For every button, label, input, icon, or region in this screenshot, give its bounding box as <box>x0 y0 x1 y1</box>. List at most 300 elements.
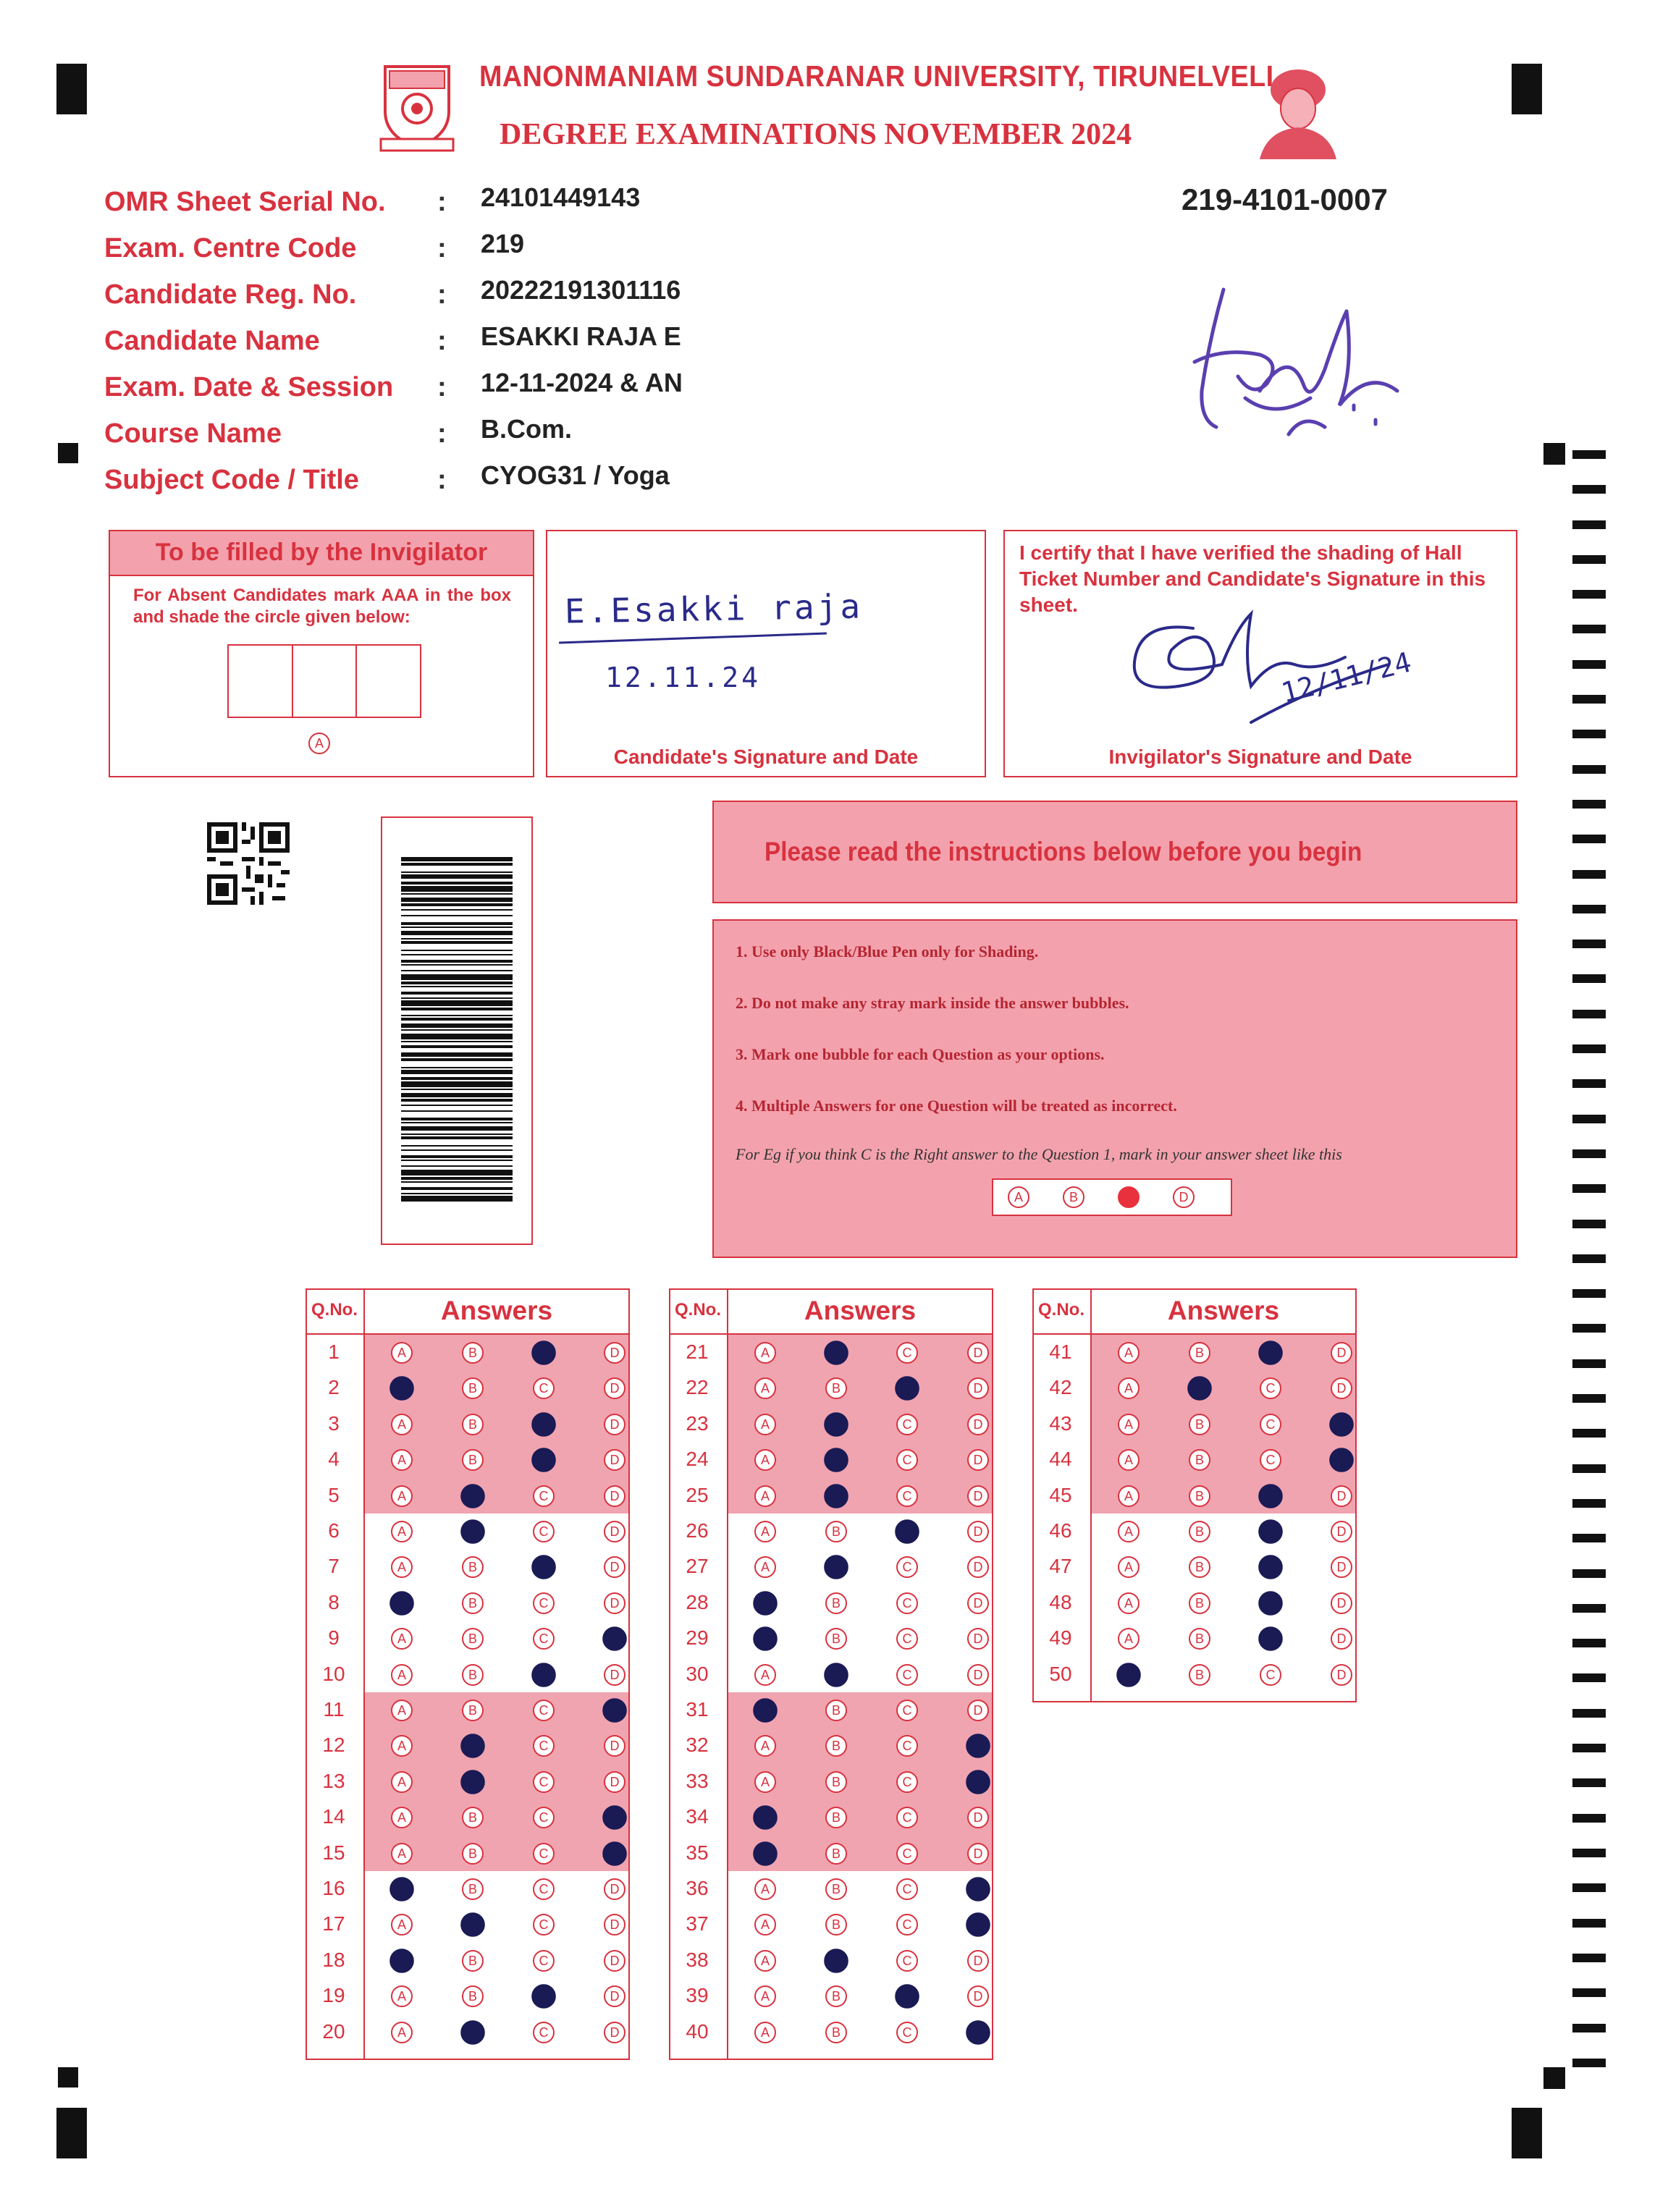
answer-bubble-q46-a[interactable]: A <box>1118 1521 1140 1542</box>
answer-bubble-q24-b[interactable] <box>824 1448 848 1472</box>
answer-bubble-q39-c[interactable] <box>895 1984 919 2009</box>
answer-bubble-q36-a[interactable]: A <box>754 1878 776 1900</box>
question-number: 47 <box>1049 1555 1072 1578</box>
timing-mark <box>1572 1499 1606 1508</box>
answer-bubble-q49-a[interactable]: A <box>1118 1628 1140 1650</box>
answer-bubble-q5-b[interactable] <box>460 1484 485 1508</box>
barcode-bar <box>401 1187 513 1190</box>
barcode-bar <box>401 931 513 935</box>
timing-mark <box>1572 1849 1606 1857</box>
timing-mark <box>1572 1534 1606 1542</box>
answer-bubble-q34-a[interactable] <box>753 1805 778 1830</box>
answer-bubble-q44-a[interactable]: A <box>1118 1449 1140 1471</box>
answer-bubble-q34-c[interactable]: C <box>896 1807 918 1828</box>
timing-mark <box>1572 905 1606 913</box>
answer-bubble-q48-d[interactable]: D <box>1331 1592 1352 1614</box>
answer-bubble-q3-d[interactable]: D <box>604 1414 626 1435</box>
answer-bubble-q29-d[interactable]: D <box>967 1628 989 1650</box>
timing-mark <box>1572 1464 1606 1473</box>
answer-bubble-q30-a[interactable]: A <box>754 1664 776 1686</box>
answer-bubble-q32-b[interactable]: B <box>825 1735 847 1757</box>
answer-bubble-q8-c[interactable]: C <box>533 1592 555 1614</box>
answer-bubble-q14-c[interactable]: C <box>533 1807 555 1828</box>
answer-bubble-q11-a[interactable]: A <box>391 1700 413 1721</box>
answer-bubble-q7-d[interactable]: D <box>604 1556 626 1578</box>
answer-bubble-q15-b[interactable]: B <box>462 1843 484 1865</box>
answer-bubble-q22-b[interactable]: B <box>825 1377 847 1399</box>
answer-bubble-q29-b[interactable]: B <box>825 1628 847 1650</box>
answer-bubble-q12-c[interactable]: C <box>533 1735 555 1757</box>
answer-bubble-q26-d[interactable]: D <box>967 1521 989 1542</box>
timing-mark <box>1572 520 1606 529</box>
absent-bubble[interactable]: A <box>308 733 330 754</box>
answer-bubble-q3-a[interactable]: A <box>391 1414 413 1435</box>
detail-colon: : <box>437 418 447 449</box>
answer-bubble-q6-c[interactable]: C <box>533 1521 555 1542</box>
answer-bubble-q43-b[interactable]: B <box>1189 1414 1210 1435</box>
qno-header: Q.No. <box>311 1300 358 1320</box>
answers-header: Answers <box>440 1296 553 1325</box>
answer-bubble-q14-d[interactable] <box>602 1805 627 1830</box>
answer-bubble-q9-b[interactable]: B <box>462 1628 484 1650</box>
answer-bubble-q5-d[interactable]: D <box>604 1485 626 1507</box>
question-number: 18 <box>322 1948 345 1971</box>
answer-bubble-q19-c[interactable] <box>531 1984 556 2009</box>
answer-bubble-q13-d[interactable]: D <box>604 1771 626 1793</box>
answer-bubble-q2-d[interactable]: D <box>604 1377 626 1399</box>
answer-bubble-q50-d[interactable]: D <box>1331 1664 1352 1686</box>
barcode-bar <box>401 992 513 995</box>
answer-bubble-q6-b[interactable] <box>460 1519 485 1544</box>
answer-bubble-q18-b[interactable]: B <box>462 1950 484 1972</box>
answer-bubble-q23-b[interactable] <box>824 1412 848 1437</box>
answer-bubble-q29-c[interactable]: C <box>896 1628 918 1650</box>
answer-bubble-q27-c[interactable]: C <box>896 1556 918 1578</box>
answer-bubble-q10-b[interactable]: B <box>462 1664 484 1686</box>
answer-bubble-q20-b[interactable] <box>460 2020 485 2045</box>
answer-bubble-q33-b[interactable]: B <box>825 1771 847 1793</box>
answer-bubble-q6-a[interactable]: A <box>391 1521 413 1542</box>
answer-bubble-q45-d[interactable]: D <box>1331 1485 1352 1507</box>
barcode-bar <box>401 1118 513 1120</box>
timing-mark <box>1572 1778 1606 1787</box>
registration-mark-right-bottom <box>1543 2067 1565 2089</box>
answer-bubble-q31-d[interactable]: D <box>967 1700 989 1721</box>
detail-colon: : <box>437 326 447 356</box>
answer-bubble-q13-c[interactable]: C <box>533 1771 555 1793</box>
answer-bubble-q36-d[interactable] <box>966 1877 990 1901</box>
answer-bubble-q41-b[interactable]: B <box>1189 1342 1210 1364</box>
answer-bubble-q5-c[interactable]: C <box>533 1485 555 1507</box>
question-number: 50 <box>1049 1662 1072 1685</box>
answer-bubble-q47-a[interactable]: A <box>1118 1556 1140 1578</box>
answer-bubble-q38-b[interactable] <box>824 1949 848 1973</box>
qno-header: Q.No. <box>675 1300 721 1320</box>
answer-bubble-q4-c[interactable] <box>531 1448 556 1472</box>
answer-bubble-q41-d[interactable]: D <box>1331 1342 1352 1364</box>
answer-bubble-q27-d[interactable]: D <box>967 1556 989 1578</box>
answer-bubble-q38-d[interactable]: D <box>967 1950 989 1972</box>
example-bubble-a: A <box>1008 1186 1029 1208</box>
answer-bubble-q21-a[interactable]: A <box>754 1342 776 1364</box>
question-number: 45 <box>1049 1483 1072 1506</box>
answer-bubble-q42-c[interactable]: C <box>1260 1377 1281 1399</box>
answer-bubble-q16-d[interactable]: D <box>604 1878 626 1900</box>
answer-bubble-q28-b[interactable]: B <box>825 1592 847 1614</box>
answer-bubble-q48-c[interactable] <box>1258 1591 1283 1616</box>
answer-bubble-q5-a[interactable]: A <box>391 1485 413 1507</box>
answer-bubble-q15-a[interactable]: A <box>391 1843 413 1865</box>
answer-bubble-q31-c[interactable]: C <box>896 1700 918 1721</box>
answer-bubble-q35-a[interactable] <box>753 1841 778 1866</box>
answer-bubble-q44-d[interactable] <box>1329 1448 1354 1472</box>
question-number: 43 <box>1049 1411 1072 1435</box>
barcode-bar <box>401 1110 513 1112</box>
barcode-bar <box>401 1058 513 1061</box>
detail-label: Candidate Reg. No. <box>104 279 357 310</box>
question-number: 19 <box>322 1984 345 2007</box>
answer-bubble-q11-c[interactable]: C <box>533 1700 555 1721</box>
answer-bubble-q47-b[interactable]: B <box>1189 1556 1210 1578</box>
answer-bubble-q9-c[interactable]: C <box>533 1628 555 1650</box>
question-number: 3 <box>328 1411 340 1435</box>
answer-bubble-q35-d[interactable]: D <box>967 1843 989 1865</box>
barcode-bar <box>401 1136 513 1139</box>
answer-bubble-q16-c[interactable]: C <box>533 1878 555 1900</box>
instruction-item-1: 1. Use only Black/Blue Pen only for Shading. <box>736 942 1039 961</box>
barcode-bar <box>401 909 513 911</box>
answer-bubble-q46-b[interactable]: B <box>1189 1521 1210 1542</box>
barcode-bar <box>401 954 513 955</box>
answer-bubble-q44-b[interactable]: B <box>1189 1449 1210 1471</box>
timing-mark <box>1572 1394 1606 1403</box>
question-number: 20 <box>322 2019 345 2043</box>
answer-bubble-q43-a[interactable]: A <box>1118 1414 1140 1435</box>
question-number: 1 <box>328 1341 340 1363</box>
answer-bubble-q22-a[interactable]: A <box>754 1377 776 1399</box>
answer-bubble-q48-a[interactable]: A <box>1118 1592 1140 1614</box>
timing-mark <box>1572 1569 1606 1578</box>
signature-underline <box>559 633 827 644</box>
answer-bubble-q42-d[interactable]: D <box>1331 1377 1352 1399</box>
answer-bubble-q36-b[interactable]: B <box>825 1878 847 1900</box>
answer-bubble-q19-a[interactable]: A <box>391 1985 413 2007</box>
question-number: 27 <box>686 1555 709 1578</box>
answer-bubble-q8-d[interactable]: D <box>604 1592 626 1614</box>
answer-bubble-q44-c[interactable]: C <box>1260 1449 1281 1471</box>
question-number: 23 <box>686 1411 709 1435</box>
barcode-bar <box>401 1196 513 1202</box>
answer-bubble-q40-a[interactable]: A <box>754 2022 776 2043</box>
registration-mark-bottom-left <box>56 2108 87 2158</box>
answer-bubble-q26-c[interactable] <box>895 1519 919 1544</box>
barcode-bar <box>401 1105 513 1106</box>
question-number: 48 <box>1049 1590 1072 1613</box>
timing-mark <box>1572 1115 1606 1123</box>
answer-bubble-q3-b[interactable]: B <box>462 1414 484 1435</box>
answer-bubble-q50-b[interactable]: B <box>1189 1664 1210 1686</box>
answer-bubble-q36-c[interactable]: C <box>896 1878 918 1900</box>
answer-bubble-q10-a[interactable]: A <box>391 1664 413 1686</box>
answer-bubble-q23-c[interactable]: C <box>896 1414 918 1435</box>
answer-bubble-q41-c[interactable] <box>1258 1341 1283 1365</box>
answer-bubble-q18-a[interactable] <box>389 1949 414 1973</box>
answer-bubble-q39-b[interactable]: B <box>825 1985 847 2007</box>
answer-bubble-q15-d[interactable] <box>602 1841 627 1866</box>
answer-bubble-q17-a[interactable]: A <box>391 1914 413 1936</box>
timing-mark <box>1572 1673 1606 1682</box>
answer-bubble-q28-c[interactable]: C <box>896 1592 918 1614</box>
answer-bubble-q4-a[interactable]: A <box>391 1449 413 1471</box>
answer-bubble-q30-b[interactable] <box>824 1663 848 1687</box>
timing-mark <box>1572 1010 1606 1018</box>
answer-bubble-q3-c[interactable] <box>531 1412 556 1437</box>
answer-bubble-q1-b[interactable]: B <box>462 1342 484 1364</box>
instruction-item-2: 2. Do not make any stray mark inside the answer bubbles. <box>736 994 1129 1012</box>
detail-label: Subject Code / Title <box>104 465 359 495</box>
answer-bubble-q25-d[interactable]: D <box>967 1485 989 1507</box>
timing-mark <box>1572 1814 1606 1823</box>
question-number: 5 <box>328 1483 340 1506</box>
answer-bubble-q25-b[interactable] <box>824 1484 848 1508</box>
question-number: 8 <box>328 1590 340 1613</box>
registration-mark-bottom-right <box>1512 2108 1542 2158</box>
barcode-bar <box>401 974 513 980</box>
question-number: 34 <box>686 1805 709 1828</box>
answer-bubble-q12-a[interactable]: A <box>391 1735 413 1757</box>
answer-bubble-q33-d[interactable] <box>966 1770 990 1794</box>
barcode-bar <box>401 1008 513 1010</box>
answer-bubble-q7-a[interactable]: A <box>391 1556 413 1578</box>
answer-bubble-q45-a[interactable]: A <box>1118 1485 1140 1507</box>
answer-bubble-q24-c[interactable]: C <box>896 1449 918 1471</box>
answer-bubble-q31-a[interactable] <box>753 1698 778 1723</box>
answer-bubble-q14-a[interactable]: A <box>391 1807 413 1828</box>
answer-bubble-q38-c[interactable]: C <box>896 1950 918 1972</box>
answer-bubble-q40-b[interactable]: B <box>825 2022 847 2043</box>
barcode-bar <box>401 893 513 895</box>
answer-bubble-q35-c[interactable]: C <box>896 1843 918 1865</box>
answer-bubble-q48-b[interactable]: B <box>1189 1592 1210 1614</box>
barcode-bar <box>401 1034 513 1039</box>
university-logo <box>379 61 455 155</box>
answer-bubble-q27-a[interactable]: A <box>754 1556 776 1578</box>
answer-bubble-q1-d[interactable]: D <box>604 1342 626 1364</box>
timing-mark <box>1572 800 1606 809</box>
answer-bubble-q10-d[interactable]: D <box>604 1664 626 1686</box>
answer-bubble-q32-a[interactable]: A <box>754 1735 776 1757</box>
answer-bubble-q39-d[interactable]: D <box>967 1985 989 2007</box>
answer-bubble-q15-c[interactable]: C <box>533 1843 555 1865</box>
answer-bubble-q34-b[interactable]: B <box>825 1807 847 1828</box>
answer-bubble-q19-b[interactable]: B <box>462 1985 484 2007</box>
answer-bubble-q45-b[interactable]: B <box>1189 1485 1210 1507</box>
answer-bubble-q12-d[interactable]: D <box>604 1735 626 1757</box>
absent-entry-box[interactable] <box>227 644 421 718</box>
timing-mark <box>1572 1079 1606 1088</box>
answer-bubble-q40-d[interactable] <box>966 2020 990 2045</box>
instructions-banner-text: Please read the instructions below before you begin <box>764 837 1362 866</box>
answer-bubble-q24-a[interactable]: A <box>754 1449 776 1471</box>
barcode-bar <box>401 1177 513 1180</box>
answer-bubble-q38-a[interactable]: A <box>754 1950 776 1972</box>
registration-mark-left-mid <box>58 443 78 463</box>
answer-bubble-q8-a[interactable] <box>389 1591 414 1616</box>
answer-bubble-q18-d[interactable]: D <box>604 1950 626 1972</box>
answer-bubble-q2-b[interactable]: B <box>462 1377 484 1399</box>
barcode-bar <box>401 1149 513 1151</box>
instructions-banner <box>712 801 1517 903</box>
university-title: MANONMANIAM SUNDARANAR UNIVERSITY, TIRUNELVELI <box>479 59 1274 93</box>
answer-bubble-q1-c[interactable] <box>531 1341 556 1365</box>
answer-bubble-q17-c[interactable]: C <box>533 1914 555 1936</box>
answer-bubble-q28-d[interactable]: D <box>967 1592 989 1614</box>
timing-mark <box>1572 1254 1606 1263</box>
answer-bubble-q21-b[interactable] <box>824 1341 848 1365</box>
candidate-signature-caption: Candidate's Signature and Date <box>613 746 919 768</box>
answer-bubble-q17-d[interactable]: D <box>604 1914 626 1936</box>
barcode-box <box>381 816 533 1245</box>
grid-column-divider <box>1090 1288 1092 1702</box>
barcode-bar <box>401 903 513 906</box>
answer-bubble-q13-b[interactable] <box>460 1770 485 1794</box>
detail-value: 20222191301116 <box>481 275 681 305</box>
question-number: 36 <box>686 1877 709 1899</box>
answer-bubble-q32-c[interactable]: C <box>896 1735 918 1757</box>
answer-bubble-q34-d[interactable]: D <box>967 1807 989 1828</box>
timing-mark <box>1572 1220 1606 1228</box>
answer-bubble-q49-c[interactable] <box>1258 1626 1283 1651</box>
exam-title: DEGREE EXAMINATIONS NOVEMBER 2024 <box>500 118 1132 151</box>
answer-bubble-q20-d[interactable]: D <box>604 2022 626 2043</box>
timing-mark <box>1572 1604 1606 1613</box>
answer-bubble-q23-a[interactable]: A <box>754 1414 776 1435</box>
answer-bubble-q45-c[interactable] <box>1258 1484 1283 1508</box>
answer-bubble-q43-d[interactable] <box>1329 1412 1354 1437</box>
answer-bubble-q26-b[interactable]: B <box>825 1521 847 1542</box>
answer-bubble-q22-d[interactable]: D <box>967 1377 989 1399</box>
answer-bubble-q33-c[interactable]: C <box>896 1771 918 1793</box>
answer-bubble-q21-d[interactable]: D <box>967 1342 989 1364</box>
answer-bubble-q6-d[interactable]: D <box>604 1521 626 1542</box>
answer-bubble-q23-d[interactable]: D <box>967 1414 989 1435</box>
answer-bubble-q25-a[interactable]: A <box>754 1485 776 1507</box>
answer-bubble-q41-a[interactable]: A <box>1118 1342 1140 1364</box>
answer-bubble-q28-a[interactable] <box>753 1591 778 1616</box>
answer-bubble-q25-c[interactable]: C <box>896 1485 918 1507</box>
question-number: 4 <box>328 1448 340 1471</box>
answer-bubble-q40-c[interactable]: C <box>896 2022 918 2043</box>
question-number: 42 <box>1049 1376 1072 1399</box>
answer-bubble-q47-d[interactable]: D <box>1331 1556 1352 1578</box>
barcode-bar <box>401 941 513 944</box>
certification-text: I certify that I have verified the shading of Hall Ticket Number and Candidate's Signature in this sheet. <box>1019 541 1486 616</box>
answer-bubble-q39-a[interactable]: A <box>754 1985 776 2007</box>
answer-bubble-q9-d[interactable] <box>602 1626 627 1651</box>
certification-box <box>1003 530 1517 777</box>
timing-mark <box>1572 1044 1606 1053</box>
answer-bubble-q50-a[interactable] <box>1116 1663 1141 1687</box>
question-number: 30 <box>686 1662 709 1685</box>
answer-bubble-q26-a[interactable]: A <box>754 1521 776 1542</box>
timing-mark <box>1572 835 1606 843</box>
answer-bubble-q10-c[interactable] <box>531 1663 556 1687</box>
answer-bubble-q35-b[interactable]: B <box>825 1843 847 1865</box>
answer-bubble-q20-c[interactable]: C <box>533 2022 555 2043</box>
answer-bubble-q37-a[interactable]: A <box>754 1914 776 1936</box>
answer-bubble-q11-b[interactable]: B <box>462 1700 484 1721</box>
question-number: 33 <box>686 1769 709 1792</box>
question-number: 46 <box>1049 1519 1072 1542</box>
timing-mark <box>1572 730 1606 738</box>
question-number: 29 <box>686 1626 709 1650</box>
barcode-bar <box>401 1077 513 1080</box>
detail-value: 12-11-2024 & AN <box>481 368 683 397</box>
answer-bubble-q9-a[interactable]: A <box>391 1628 413 1650</box>
question-number: 24 <box>686 1448 709 1471</box>
answer-bubble-q30-c[interactable]: C <box>896 1664 918 1686</box>
answer-bubble-q21-c[interactable]: C <box>896 1342 918 1364</box>
answer-bubble-q8-b[interactable]: B <box>462 1592 484 1614</box>
answer-bubble-q4-d[interactable]: D <box>604 1449 626 1471</box>
answer-bubble-q11-d[interactable] <box>602 1698 627 1723</box>
answer-bubble-q37-b[interactable]: B <box>825 1914 847 1936</box>
answer-bubble-q2-c[interactable]: C <box>533 1377 555 1399</box>
barcode-bar <box>401 1015 513 1016</box>
answer-bubble-q29-a[interactable] <box>753 1626 778 1651</box>
question-number: 10 <box>322 1662 345 1685</box>
answer-bubble-q33-a[interactable]: A <box>754 1771 776 1793</box>
answer-bubble-q7-b[interactable]: B <box>462 1556 484 1578</box>
barcode-bar <box>401 857 513 861</box>
answer-bubble-q16-b[interactable]: B <box>462 1878 484 1900</box>
answer-bubble-q37-c[interactable]: C <box>896 1914 918 1936</box>
candidate-signature-box <box>546 530 986 777</box>
answer-bubble-q24-d[interactable]: D <box>967 1449 989 1471</box>
answer-bubble-q16-a[interactable] <box>389 1877 414 1901</box>
answer-bubble-q46-c[interactable] <box>1258 1519 1283 1544</box>
answer-bubble-q43-c[interactable]: C <box>1260 1414 1281 1435</box>
timing-mark <box>1572 1359 1606 1368</box>
timing-mark <box>1572 485 1606 494</box>
answer-bubble-q20-a[interactable]: A <box>391 2022 413 2043</box>
answer-bubble-q14-b[interactable]: B <box>462 1807 484 1828</box>
answer-bubble-q1-a[interactable]: A <box>391 1342 413 1364</box>
answer-bubble-q19-d[interactable]: D <box>604 1985 626 2007</box>
question-number: 40 <box>686 2019 709 2043</box>
timing-mark <box>1572 590 1606 599</box>
answer-bubble-q42-a[interactable]: A <box>1118 1377 1140 1399</box>
instruction-item-4: 4. Multiple Answers for one Question will be treated as incorrect. <box>736 1097 1177 1115</box>
barcode-bar <box>401 1089 513 1090</box>
barcode-bar <box>401 1000 513 1006</box>
question-number: 35 <box>686 1841 709 1864</box>
grid-header-divider <box>669 1333 993 1335</box>
registration-mark-top-right <box>1512 64 1542 114</box>
answer-bubble-q50-c[interactable]: C <box>1260 1664 1281 1686</box>
answer-bubble-q49-d[interactable]: D <box>1331 1628 1352 1650</box>
detail-colon: : <box>437 187 447 217</box>
answer-bubble-q30-d[interactable]: D <box>967 1664 989 1686</box>
answer-bubble-q13-a[interactable]: A <box>391 1771 413 1793</box>
answer-bubble-q46-d[interactable]: D <box>1331 1521 1352 1542</box>
answer-bubble-q31-b[interactable]: B <box>825 1700 847 1721</box>
detail-colon: : <box>437 372 447 402</box>
barcode-bar <box>401 1052 513 1057</box>
answer-bubble-q4-b[interactable]: B <box>462 1449 484 1471</box>
answer-bubble-q18-c[interactable]: C <box>533 1950 555 1972</box>
answer-bubble-q49-b[interactable]: B <box>1189 1628 1210 1650</box>
